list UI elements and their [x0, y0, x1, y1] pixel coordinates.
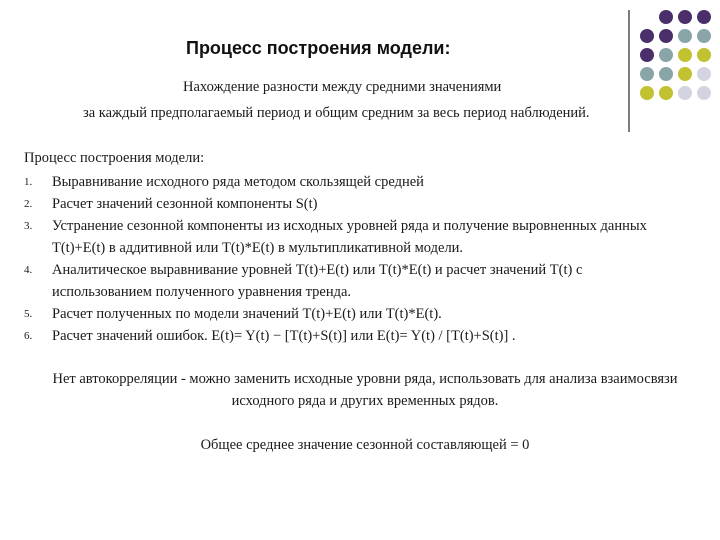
decorative-dot: [697, 10, 711, 24]
step-text: Выравнивание исходного ряда методом скользящей средней: [52, 174, 424, 190]
step-item: [24, 303, 664, 325]
decorative-dot: [678, 10, 692, 24]
decorative-dot: [678, 29, 692, 43]
step-text: Расчет значений ошибок. E(t)= Y(t) − [T(t)+S(t)] или E(t)= Y(t) / [T(t)+S(t)] .: [52, 328, 516, 344]
step-text: Аналитическое выравнивание уровней T(t)+E(t) или T(t)*E(t) и расчет значений T(t) с использованием полученного уравнения тренда.: [52, 262, 583, 300]
decorative-dot: [697, 86, 711, 100]
decorative-dot: [697, 48, 711, 62]
autocorrelation-note: Нет автокорреляции - можно заменить исходные уровни ряда, использовать для анализа взаимосвязи исходного ряда и других временных рядов.: [52, 371, 678, 409]
decorative-dot: [678, 67, 692, 81]
process-title: Процесс построения модели:: [24, 150, 205, 166]
step-text: Расчет полученных по модели значений T(t)+E(t) или T(t)*E(t).: [52, 306, 442, 322]
step-item: [24, 171, 664, 193]
decorative-dot: [697, 29, 711, 43]
step-item: [24, 325, 664, 347]
decorative-dot: [640, 29, 654, 43]
decorative-dot: [678, 86, 692, 100]
decorative-dot: [659, 86, 673, 100]
step-number: 5.: [24, 308, 33, 320]
step-item: [24, 193, 664, 215]
decorative-dot: [659, 48, 673, 62]
step-number: 6.: [24, 330, 33, 342]
step-item: [24, 259, 664, 303]
seasonal-mean-note: Общее среднее значение сезонной составляющей = 0: [200, 437, 530, 453]
step-number: 3.: [24, 220, 33, 232]
decorative-dot: [640, 48, 654, 62]
step-text: Устранение сезонной компоненты из исходных уровней ряда и получение выровненных данных T(t)+E(t) в аддитивной или T(t)*E(t) в мультипликативной модели.: [52, 218, 647, 256]
step-number: 1.: [24, 176, 33, 188]
decorative-dot-grid: [640, 10, 716, 122]
intro-line-1: Нахождение разности между средними значениями: [183, 79, 502, 95]
steps-list: [24, 171, 664, 347]
step-item: [24, 215, 664, 259]
step-number: 4.: [24, 264, 33, 276]
decorative-dot: [678, 48, 692, 62]
decorative-dot: [640, 86, 654, 100]
decorative-dot: [640, 67, 654, 81]
step-number: 2.: [24, 198, 33, 210]
decorative-dot: [659, 10, 673, 24]
vertical-divider: [628, 10, 630, 132]
decorative-dot: [697, 67, 711, 81]
decorative-dot: [659, 67, 673, 81]
step-text: Расчет значений сезонной компоненты S(t): [52, 196, 318, 212]
decorative-dot: [659, 29, 673, 43]
slide-title: Процесс построения модели:: [186, 38, 451, 58]
intro-line-2: за каждый предполагаемый период и общим средним за весь период наблюдений.: [83, 105, 590, 121]
